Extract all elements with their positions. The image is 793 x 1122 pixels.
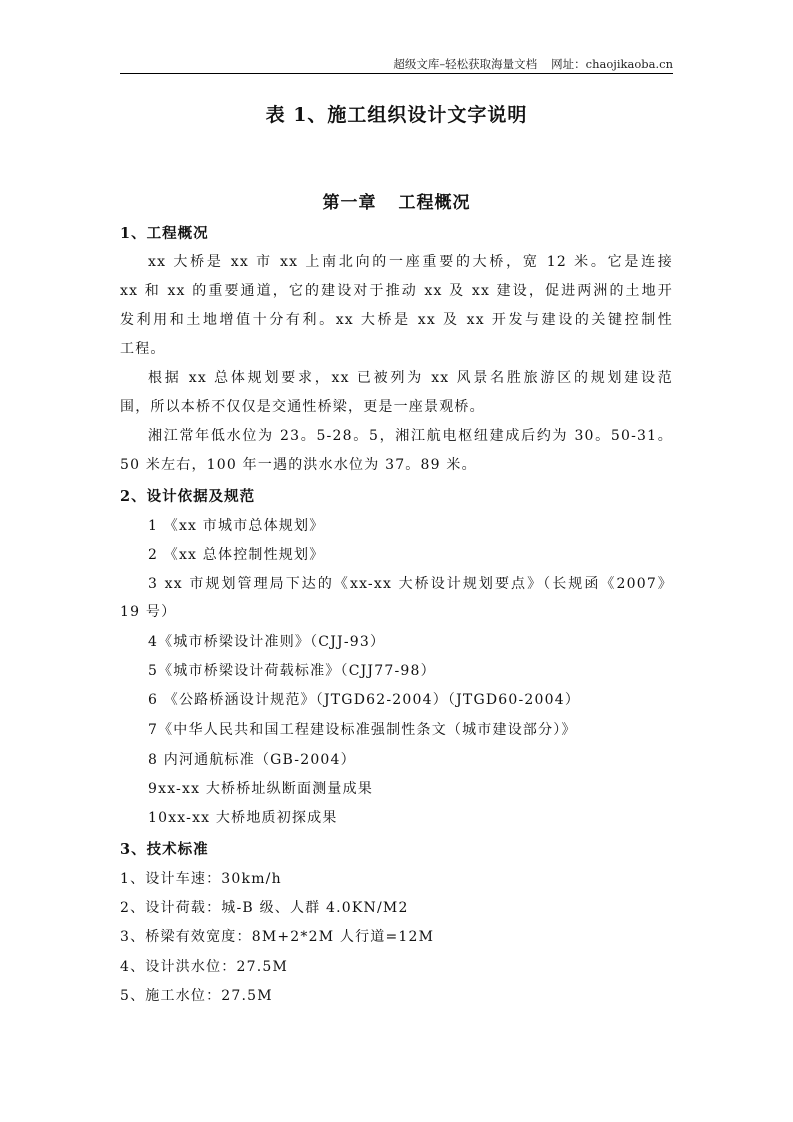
document-title: 表 1、施工组织设计文字说明 bbox=[265, 104, 528, 126]
paragraph-line: 根据 xx 总体规划要求，xx 已被列为 xx 风景名胜旅游区的规划建设范 bbox=[148, 370, 673, 386]
paragraph-line: 工程。 bbox=[120, 341, 166, 357]
chapter-heading bbox=[0, 188, 793, 213]
reference-item: 3 xx 市规划管理局下达的《xx-xx 大桥设计规划要点》（长规函《2007》 bbox=[148, 576, 673, 592]
reference-item: 6 《公路桥涵设计规范》（JTGD62-2004）（JTGD60-2004） bbox=[148, 692, 581, 708]
header-library-name: 超级文库–轻松获取海量文档 bbox=[393, 57, 538, 71]
spec-item: 2、设计荷载：城-B 级、人群 4.0KN/M2 bbox=[120, 900, 409, 916]
spec-item: 3、桥梁有效宽度：8M+2*2M 人行道=12M bbox=[120, 929, 435, 945]
section-heading: 3、技术标准 bbox=[120, 841, 209, 858]
header-site-link[interactable]: 网址：chaojikaoba.cn bbox=[551, 57, 673, 71]
section-heading: 2、设计依据及规范 bbox=[120, 488, 256, 505]
paragraph-line: xx 和 xx 的重要通道，它的建设对于推动 xx 及 xx 建设，促进两洲的土地开 bbox=[120, 283, 673, 299]
reference-item: 8 内河通航标准（GB-2004） bbox=[148, 752, 356, 768]
reference-item: 5《城市桥梁设计荷载标准》（CJJ77-98） bbox=[148, 663, 436, 679]
reference-item: 9xx-xx 大桥桥址纵断面测量成果 bbox=[148, 781, 374, 797]
reference-item: 7《中华人民共和国工程建设标准强制性条文（城市建设部分）》 bbox=[148, 722, 577, 738]
section-heading: 1、工程概况 bbox=[120, 225, 209, 242]
paragraph-line: 围，所以本桥不仅仅是交通性桥梁，更是一座景观桥。 bbox=[120, 399, 485, 415]
spec-item: 4、设计洪水位：27.5M bbox=[120, 959, 289, 975]
chapter-title: 工程概况 bbox=[398, 193, 471, 213]
paragraph-line: xx 大桥是 xx 市 xx 上南北向的一座重要的大桥，宽 12 米。它是连接 bbox=[148, 254, 673, 270]
header-divider bbox=[120, 73, 673, 74]
paragraph-line: 湘江常年低水位为 23。5-28。5，湘江航电枢纽建成后约为 30。50-31。 bbox=[148, 428, 673, 444]
reference-item-continued: 19 号） bbox=[120, 604, 177, 620]
spec-item: 1、设计车速：30km/h bbox=[120, 871, 282, 887]
paragraph-line: 发利用和土地增值十分有利。xx 大桥是 xx 及 xx 开发与建设的关键控制性 bbox=[120, 312, 673, 328]
reference-item: 1 《xx 市城市总体规划》 bbox=[148, 518, 325, 534]
reference-item: 2 《xx 总体控制性规划》 bbox=[148, 547, 325, 563]
reference-item: 4《城市桥梁设计准则》（CJJ-93） bbox=[148, 634, 386, 650]
paragraph-line: 50 米左右，100 年一遇的洪水水位为 37。89 米。 bbox=[120, 457, 477, 473]
chapter-label: 第一章 bbox=[322, 193, 377, 213]
spec-item: 5、施工水位：27.5M bbox=[120, 988, 273, 1004]
reference-item: 10xx-xx 大桥地质初探成果 bbox=[148, 810, 338, 826]
header-text bbox=[393, 56, 673, 72]
